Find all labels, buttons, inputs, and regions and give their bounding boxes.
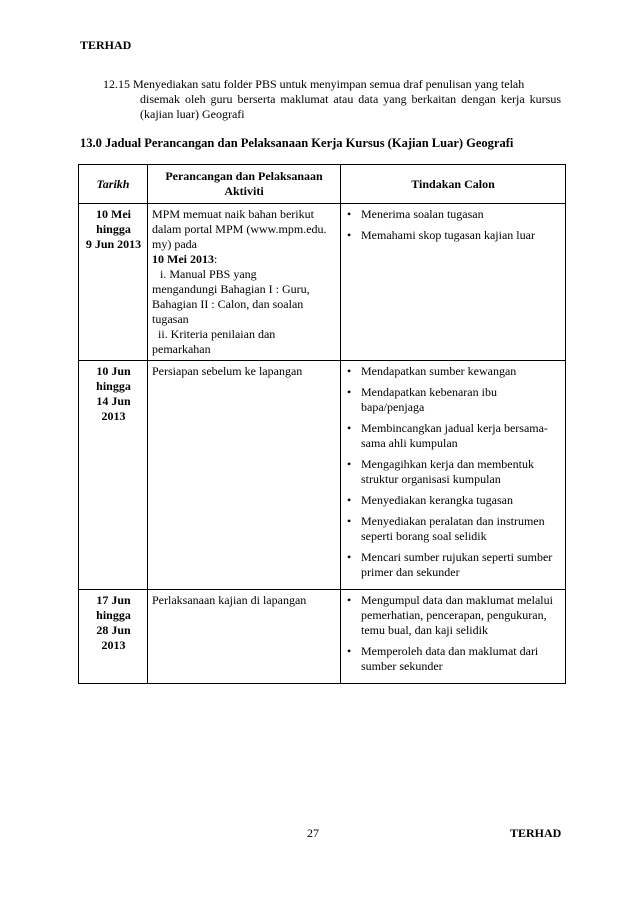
bullet-icon: • bbox=[347, 593, 352, 607]
list-item: • Mendapatkan kebenaran ibu bapa/penjaga bbox=[347, 385, 497, 414]
bullet-icon: • bbox=[347, 228, 352, 242]
date-line: 10 Jun bbox=[96, 364, 131, 378]
item-text-cont: disemak oleh guru berserta maklumat atau data yang berkaitan dengan kerja kursus (kajian luar) Geografi bbox=[140, 92, 561, 121]
table-header-row bbox=[79, 165, 566, 204]
activity-sub-item: i. Manual PBS yang bbox=[160, 267, 257, 281]
table-row bbox=[79, 590, 566, 684]
bullet-icon: • bbox=[347, 644, 352, 658]
list-item: • Membincangkan jadual kerja bersama-sama ahli kumpulan bbox=[347, 421, 548, 450]
bullet-icon: • bbox=[347, 514, 352, 528]
list-item: • Mendapatkan sumber kewangan bbox=[347, 364, 517, 378]
bullet-icon: • bbox=[347, 493, 352, 507]
list-item: • Mengagihkan kerja dan membentuk struktur organisasi kumpulan bbox=[347, 457, 534, 486]
header-date: Tarikh bbox=[79, 165, 148, 204]
list-item: • Menerima soalan tugasan bbox=[347, 207, 484, 221]
item-number: 12.15 bbox=[103, 77, 130, 91]
list-item: • Mencari sumber rujukan seperti sumber primer dan sekunder bbox=[347, 550, 553, 579]
row-actions bbox=[341, 204, 566, 361]
page-number: 27 bbox=[307, 826, 319, 840]
date-line: hingga bbox=[96, 379, 131, 393]
row-activity: Persiapan sebelum ke lapangan bbox=[148, 361, 341, 590]
row-activity bbox=[148, 204, 341, 361]
bullet-icon: • bbox=[347, 364, 352, 378]
date-line: 14 Jun 2013 bbox=[96, 394, 131, 423]
activity-date-bold: 10 Mei 2013 bbox=[152, 252, 214, 266]
row-date bbox=[79, 204, 148, 361]
row-activity: Perlaksanaan kajian di lapangan bbox=[148, 590, 341, 684]
item-12-15 bbox=[103, 77, 561, 122]
bullet-icon: • bbox=[347, 421, 352, 435]
list-item: • Mengumpul data dan maklumat melalui pemerhatian, pencerapan, pengukuran, temu bual, dan kaji selidik bbox=[347, 593, 553, 637]
date-line: hingga bbox=[96, 222, 131, 236]
activity-sub-item-cont: mengandungi Bahagian I : Guru, Bahagian II : Calon, dan soalan tugasan bbox=[152, 282, 310, 326]
date-line: 9 Jun 2013 bbox=[85, 237, 142, 251]
activity-date-suffix: : bbox=[214, 252, 218, 266]
header-activity: Perancangan dan Pelaksanaan Aktiviti bbox=[148, 165, 341, 204]
item-text-first: Menyediakan satu folder PBS untuk menyimpan semua draf penulisan yang telah bbox=[133, 77, 525, 91]
activity-sub-item-cont: pemarkahan bbox=[152, 342, 211, 356]
header-classification: TERHAD bbox=[80, 38, 132, 52]
table-row bbox=[79, 361, 566, 590]
table-row bbox=[79, 204, 566, 361]
activity-intro: MPM memuat naik bahan berikut dalam portal MPM (www.mpm.edu. my) pada bbox=[152, 207, 327, 251]
date-line: hingga bbox=[96, 608, 131, 622]
bullet-icon: • bbox=[347, 457, 352, 471]
list-item: • Memahami skop tugasan kajian luar bbox=[347, 228, 535, 242]
header-action: Tindakan Calon bbox=[341, 165, 566, 204]
list-item: • Memperoleh data dan maklumat dari sumber sekunder bbox=[347, 644, 539, 673]
activity-date bbox=[152, 252, 337, 267]
list-item: • Menyediakan kerangka tugasan bbox=[347, 493, 513, 507]
section-title: 13.0 Jadual Perancangan dan Pelaksanaan Kerja Kursus (Kajian Luar) Geografi bbox=[80, 136, 514, 150]
bullet-icon: • bbox=[347, 385, 352, 399]
date-line: 10 Mei bbox=[96, 207, 131, 221]
bullet-icon: • bbox=[347, 207, 352, 221]
bullet-icon: • bbox=[347, 550, 352, 564]
schedule-table bbox=[78, 164, 566, 684]
row-date bbox=[79, 361, 148, 590]
footer-classification: TERHAD bbox=[510, 826, 562, 840]
activity-sub-item: ii. Kriteria penilaian dan bbox=[158, 327, 276, 341]
row-date bbox=[79, 590, 148, 684]
row-actions bbox=[341, 590, 566, 684]
row-actions bbox=[341, 361, 566, 590]
list-item: • Menyediakan peralatan dan instrumen seperti borang soal selidik bbox=[347, 514, 545, 543]
date-line: 28 Jun 2013 bbox=[96, 623, 131, 652]
date-line: 17 Jun bbox=[96, 593, 131, 607]
